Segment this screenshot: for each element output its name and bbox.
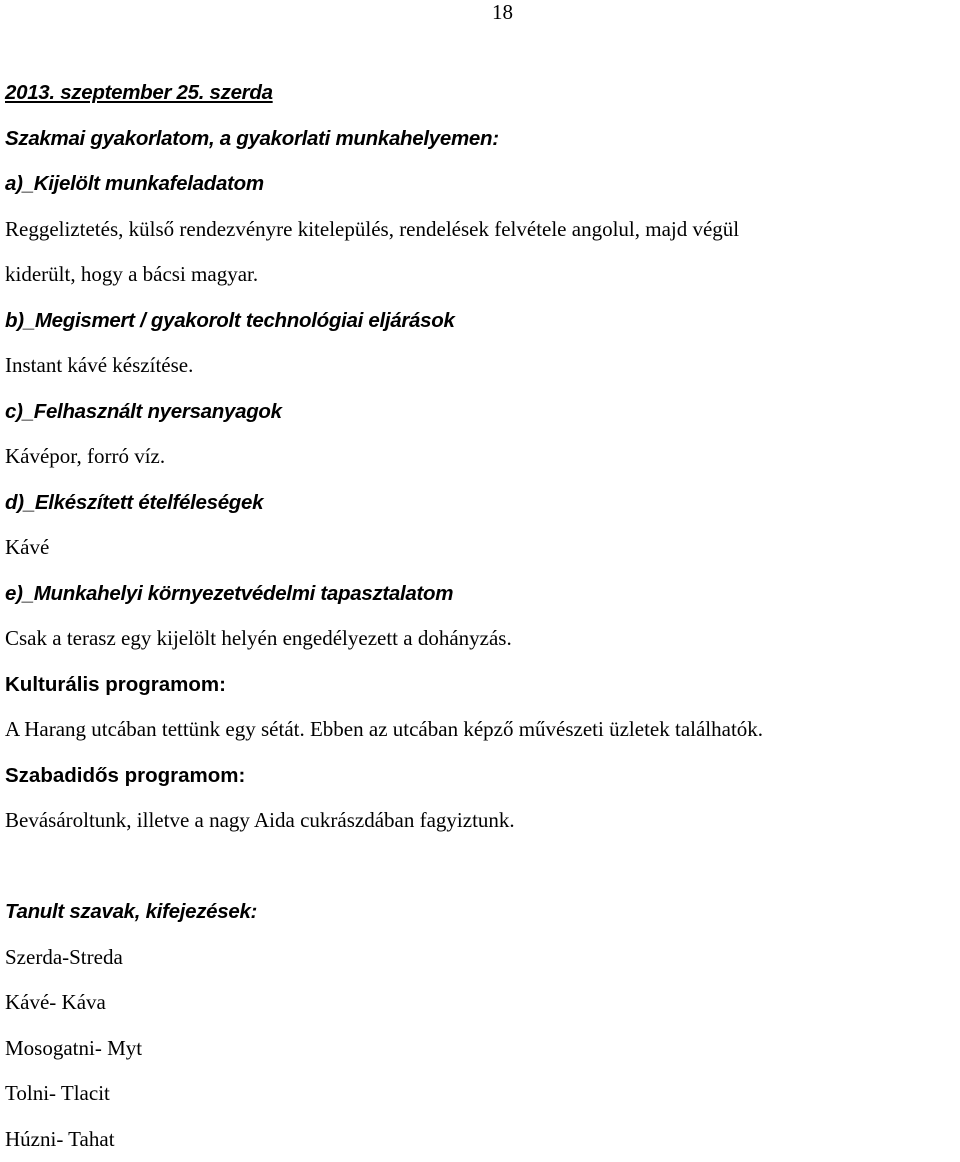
section-a-text-line1: Reggeliztetés, külső rendezvényre kitelepülés, rendelések felvétele angolul, majd végül: [5, 207, 955, 253]
section-d-text: Kávé: [5, 525, 955, 571]
section-b-heading: b)_Megismert / gyakorolt technológiai eljárások: [5, 298, 955, 344]
section-d-heading: d)_Elkészített ételféleségek: [5, 480, 955, 526]
section-c-text: Kávépor, forró víz.: [5, 434, 955, 480]
vocabulary-item: Kávé- Káva: [5, 980, 955, 1026]
vocabulary-item: Húzni- Tahat: [5, 1117, 955, 1162]
vocabulary-heading: Tanult szavak, kifejezések:: [5, 889, 955, 935]
diary-entry: [5, 70, 955, 1162]
cultural-text: A Harang utcában tettünk egy sétát. Ebben az utcában képző művészeti üzletek találhatók.: [5, 707, 955, 753]
section-b-text: Instant kávé készítése.: [5, 343, 955, 389]
page-number: 18: [492, 0, 513, 24]
section-a-heading: a)_Kijelölt munkafeladatom: [5, 161, 955, 207]
vocabulary-item: Szerda-Streda: [5, 935, 955, 981]
vocabulary-item: Tolni- Tlacit: [5, 1071, 955, 1117]
section-c-heading: c)_Felhasznált nyersanyagok: [5, 389, 955, 435]
cultural-heading: Kulturális programom:: [5, 662, 955, 708]
practice-heading: Szakmai gyakorlatom, a gyakorlati munkahelyemen:: [5, 116, 955, 162]
leisure-text: Bevásároltunk, illetve a nagy Aida cukrászdában fagyiztunk.: [5, 798, 955, 844]
section-e-heading: e)_Munkahelyi környezetvédelmi tapasztalatom: [5, 571, 955, 617]
date-heading: 2013. szeptember 25. szerda: [5, 70, 955, 116]
section-a-text-line2: kiderült, hogy a bácsi magyar.: [5, 252, 955, 298]
blank-spacer: [5, 844, 955, 890]
section-e-text: Csak a terasz egy kijelölt helyén engedélyezett a dohányzás.: [5, 616, 955, 662]
leisure-heading: Szabadidős programom:: [5, 753, 955, 799]
vocabulary-item: Mosogatni- Myt: [5, 1026, 955, 1072]
